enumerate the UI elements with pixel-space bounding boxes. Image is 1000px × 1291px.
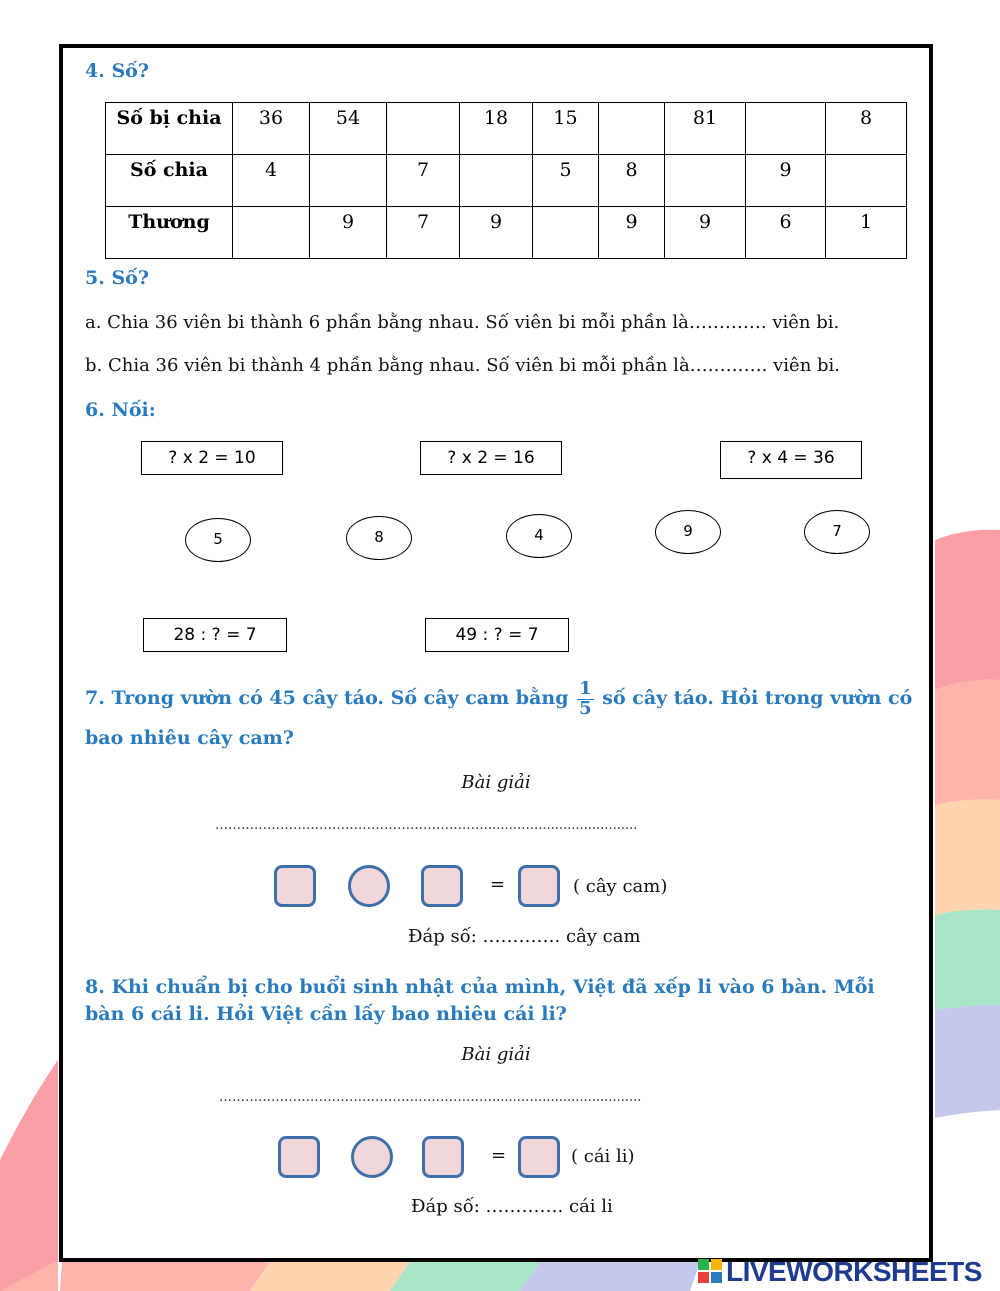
q7-question [85,678,915,758]
fraction-numerator: 1 [579,678,592,699]
table-cell[interactable]: 6 [746,207,826,259]
q5-line-a: a. Chia 36 viên bi thành 6 phần bằng nhau. Số viên bi mỗi phần là…………. viên bi. [85,312,840,333]
table-cell[interactable]: 1 [826,207,907,259]
table-cell[interactable]: 7 [387,207,460,259]
answer-square[interactable] [274,865,316,907]
q8-answer[interactable]: Đáp số: …………. cái li [411,1196,613,1217]
table-cell[interactable] [310,155,387,207]
table-cell[interactable] [233,207,310,259]
fraction-denominator: 5 [579,698,592,719]
operator-circle[interactable] [351,1136,393,1178]
liveworksheets-logo-icon [698,1259,722,1283]
table-cell[interactable]: 8 [599,155,665,207]
table-cell[interactable]: 4 [233,155,310,207]
table-cell[interactable]: 18 [460,103,533,155]
table-cell[interactable]: 9 [599,207,665,259]
table-cell[interactable]: 7 [387,155,460,207]
q8-question: 8. Khi chuẩn bị cho buổi sinh nhật của mình, Việt đã xếp li vào 6 bàn. Mỗi bàn 6 cái li. Hỏi Việt cần lấy bao nhiêu cái li? [85,976,875,1025]
q6-heading: 6. Nối: [85,399,156,421]
equals-sign: = [490,874,506,895]
worksheet-page [59,44,933,1262]
q5-line-b: b. Chia 36 viên bi thành 4 phần bằng nhau. Số viên bi mỗi phần là…………. viên bi. [85,355,841,376]
answer-oval[interactable]: 9 [655,510,721,554]
table-cell[interactable]: 54 [310,103,387,155]
row-label: Số bị chia [106,103,233,155]
table-row [106,155,907,207]
q7-text-after: số cây táo. Hỏi trong vườn có bao nhiêu cây cam? [85,687,913,749]
answer-oval[interactable]: 7 [804,510,870,554]
answer-square[interactable] [278,1136,320,1178]
fraction [577,680,594,718]
operator-circle[interactable] [348,865,390,907]
table-cell[interactable]: 15 [533,103,599,155]
table-cell[interactable] [826,155,907,207]
q7-answer[interactable]: Đáp số: …………. cây cam [408,926,641,947]
table-cell[interactable]: 81 [665,103,746,155]
answer-oval[interactable]: 4 [506,514,572,558]
q5-heading: 5. Số? [85,267,149,289]
q8-solution-label: Bài giải [461,1044,531,1065]
q7-solution-label: Bài giải [461,772,531,793]
q7-text-before: 7. Trong vườn có 45 cây táo. Số cây cam bằng [85,687,569,709]
table-cell[interactable]: 5 [533,155,599,207]
equation-box[interactable]: ? x 2 = 16 [420,441,562,475]
table-cell[interactable]: 9 [746,155,826,207]
division-table [105,102,907,259]
answer-oval[interactable]: 5 [185,518,251,562]
table-cell[interactable] [387,103,460,155]
equation-box[interactable]: 49 : ? = 7 [425,618,569,652]
q7-unit: ( cây cam) [573,876,668,897]
equation-box[interactable]: ? x 2 = 10 [141,441,283,475]
result-square[interactable] [518,1136,560,1178]
q8-unit: ( cái li) [571,1146,635,1167]
q8-dotted-line[interactable]: ……………………………………………………….......….......................... [219,1090,642,1105]
result-square[interactable] [518,865,560,907]
q7-dotted-line[interactable]: ……………………………………………………….......….......................... [215,818,638,833]
table-cell[interactable] [665,155,746,207]
table-cell[interactable]: 9 [665,207,746,259]
table-cell[interactable] [533,207,599,259]
table-cell[interactable]: 8 [826,103,907,155]
row-label: Số chia [106,155,233,207]
table-cell[interactable] [460,155,533,207]
answer-square[interactable] [421,865,463,907]
answer-square[interactable] [422,1136,464,1178]
q4-heading: 4. Số? [85,60,149,82]
liveworksheets-logo[interactable]: LIVEWORKSHEETS [726,1256,982,1287]
table-row [106,207,907,259]
table-cell[interactable]: 9 [460,207,533,259]
table-cell[interactable] [746,103,826,155]
equation-box[interactable]: 28 : ? = 7 [143,618,287,652]
answer-oval[interactable]: 8 [346,516,412,560]
table-cell[interactable]: 9 [310,207,387,259]
equals-sign: = [491,1145,507,1166]
table-cell[interactable]: 36 [233,103,310,155]
row-label: Thương [106,207,233,259]
table-cell[interactable] [599,103,665,155]
table-row [106,103,907,155]
equation-box[interactable]: ? x 4 = 36 [720,441,862,479]
